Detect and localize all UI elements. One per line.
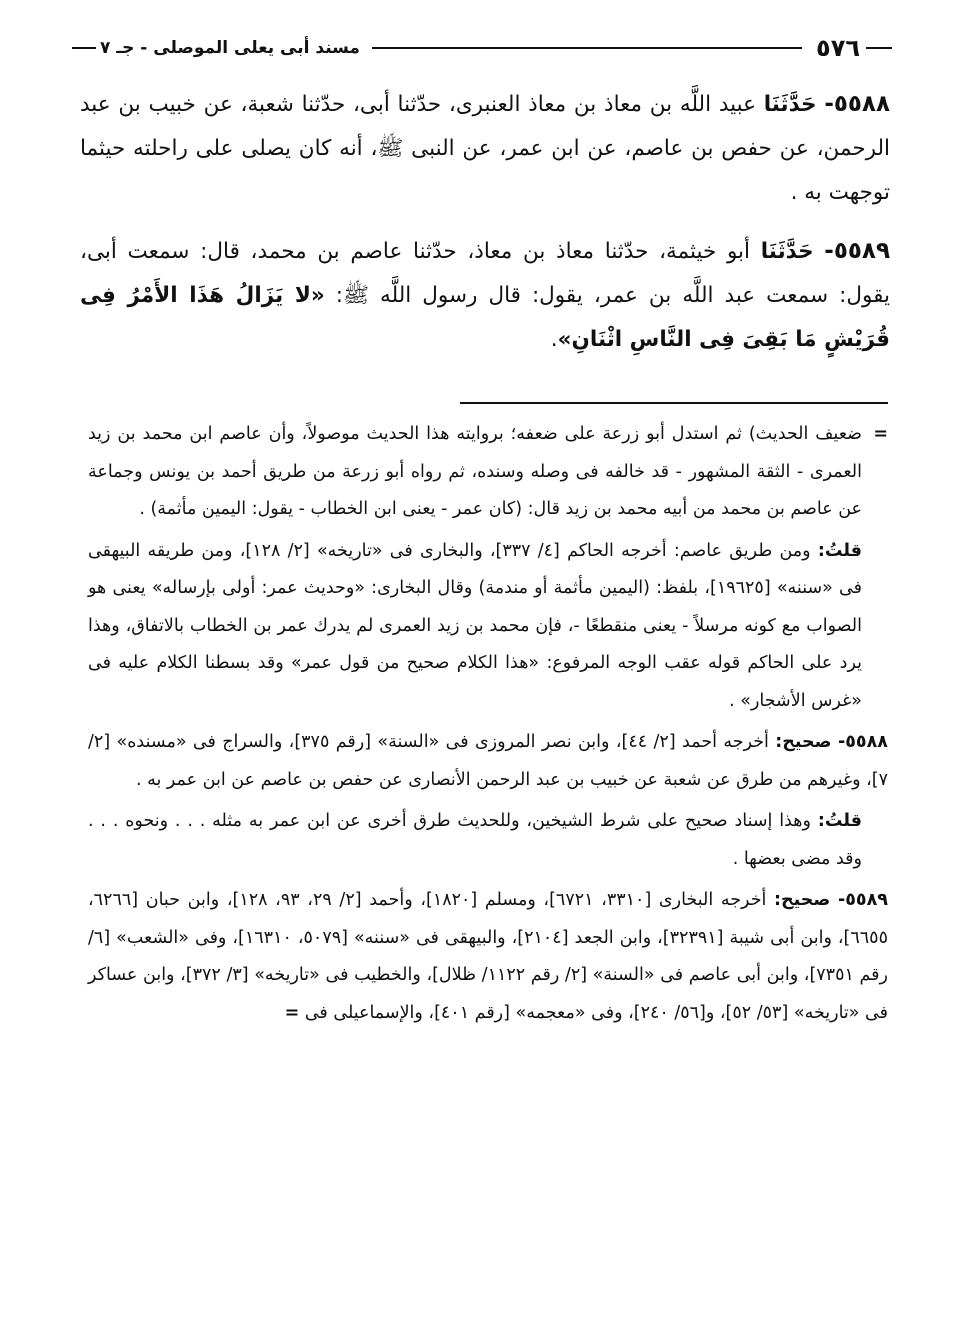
footnote-text: ومن طريق عاصم: أخرجه الحاكم [٤/ ٣٣٧]، والبخارى فى «تاريخه» [٢/ ١٢٨]، ومن طريقه البيهقى فى «سننه» [١٩٦٢٥]، بلفظ: (اليمين مأثمة أو مندمة) وقال البخارى: «وحديث عمر: أولى بإرساله» يعنى هو الصواب مع كونه مرسلاً - يعنى منقطعًا -، فإن محمد بن زيد العمرى لم يدرك عمر بن الخطاب بالاتفاق، وهذا يرد على الحاكم قوله عقب الوجه المرفوع: «هذا الكلام صحيح من قول عمر» وقد بسطنا الكلام عليه فى «غرس الأشجار» .: [88, 540, 862, 711]
footnotes: [88, 416, 888, 1036]
hadith-5588: [80, 82, 890, 215]
page-number: ٥٧٦: [816, 34, 860, 62]
footnote-5589: [88, 882, 888, 1032]
hadith-number: ٥٥٨٨-: [824, 91, 891, 117]
footnote-continuation: [88, 416, 888, 529]
footnote-text: أخرجه أحمد [٢/ ٤٤]، وابن نصر المروزى فى «السنة» [رقم ٣٧٥]، والسراج فى «مسنده» [٢/ ٧]، وغيرهم من طرق عن شعبة عن خبيب بن عبد الرحمن الأنصارى عن حفص بن عاصم عن ابن عمر به .: [88, 732, 888, 790]
grade-label: صحيح:: [775, 732, 832, 752]
hadith-opening: حَدَّثَنَا: [763, 92, 817, 117]
footnote-qultu: [88, 803, 888, 878]
hadith-text: أبو خيثمة، حدّثنا معاذ بن معاذ، حدّثنا عاصم بن محمد، قال: سمعت أبى، يقول: سمعت عبد اللَّه بن عمر، يقول: قال رسول اللَّه ﷺ:: [80, 239, 890, 308]
continuation-mark: =: [873, 424, 888, 444]
footnote-number: ٥٥٨٩-: [837, 890, 888, 910]
footnote-text: ضعيف الحديث) ثم استدل أبو زرعة على ضعفه؛ بروايته هذا الحديث موصولاً، وأن عاصم ابن محمد بن زيد العمرى - الثقة المشهور - قد خالفه فى وصله وسنده، ثم رواه أبو زرعة من طريق أحمد بن يونس وجماعة عن عاصم بن محمد من أبيه محمد بن زيد قال: (كان عمر - يعنى ابن الخطاب - يقول: اليمين مأثمة) .: [88, 424, 862, 519]
header-dash-left: [72, 47, 96, 49]
footnote-qultu: [88, 533, 888, 721]
hadith-end: .: [550, 327, 558, 352]
hadith-opening: حَدَّثَنَا: [760, 239, 814, 264]
header-dash-right: [866, 47, 892, 49]
book-title: مسند أبى يعلى الموصلى - جـ ٧: [100, 38, 360, 58]
qultu-label: قلتُ:: [817, 540, 862, 561]
footnote-text: أخرجه البخارى [٣٣١٠، ٦٧٢١]، ومسلم [١٨٢٠]، وأحمد [٢/ ٢٩، ٩٣، ١٢٨]، وابن حبان [٦٢٦٦، ٦٦٥٥]، وابن أبى شيبة [٣٢٣٩١]، وابن الجعد [٢١٠٤]، والبيهقى فى «سننه» [٥٠٧٩، ١٦٣١٠]، وفى «الشعب» [٦/ رقم ٧٣٥١]، وابن أبى عاصم فى «السنة» [٢/ رقم ١١٢٢/ ظلال]، والخطيب فى «تاريخه» [٣/ ٣٧٢]، وابن عساكر فى «تاريخه» [٥٣/ ٥٢]، و[٥٦/ ٢٤٠]، وفى «معجمه» [رقم ٤٠١]، والإسماعيلى فى: [88, 890, 888, 1023]
running-header: [72, 28, 892, 68]
continuation-mark: =: [284, 1002, 300, 1023]
footnote-separator: [460, 402, 888, 404]
footnote-number: ٥٥٨٨-: [837, 732, 888, 752]
hadith-5589: [80, 229, 890, 362]
footnote-5588: [88, 724, 888, 799]
hadith-text: عبيد اللَّه بن معاذ بن معاذ العنبرى، حدّثنا أبى، حدّثنا شعبة، عن خبيب بن عبد الرحمن، عن حفص بن عاصم، عن ابن عمر، عن النبى ﷺ، أنه كان يصلى على راحلته حيثما توجهت به .: [80, 92, 890, 205]
hadith-quote: «لا يَزَالُ هَذَا الأَمْرُ فِى قُرَيْشٍ مَا بَقِىَ فِى النَّاسِ اثْنَانِ»: [80, 283, 890, 352]
footnote-text: وهذا إسناد صحيح على شرط الشيخين، وللحديث طرق أخرى عن ابن عمر به مثله . . . ونحوه . . . وقد مضى بعضها .: [88, 811, 862, 869]
header-rule: [372, 47, 802, 49]
grade-label: صحيح:: [774, 890, 831, 910]
main-text: [80, 82, 890, 376]
qultu-label: قلتُ:: [817, 811, 862, 831]
hadith-number: ٥٥٨٩-: [824, 238, 890, 264]
